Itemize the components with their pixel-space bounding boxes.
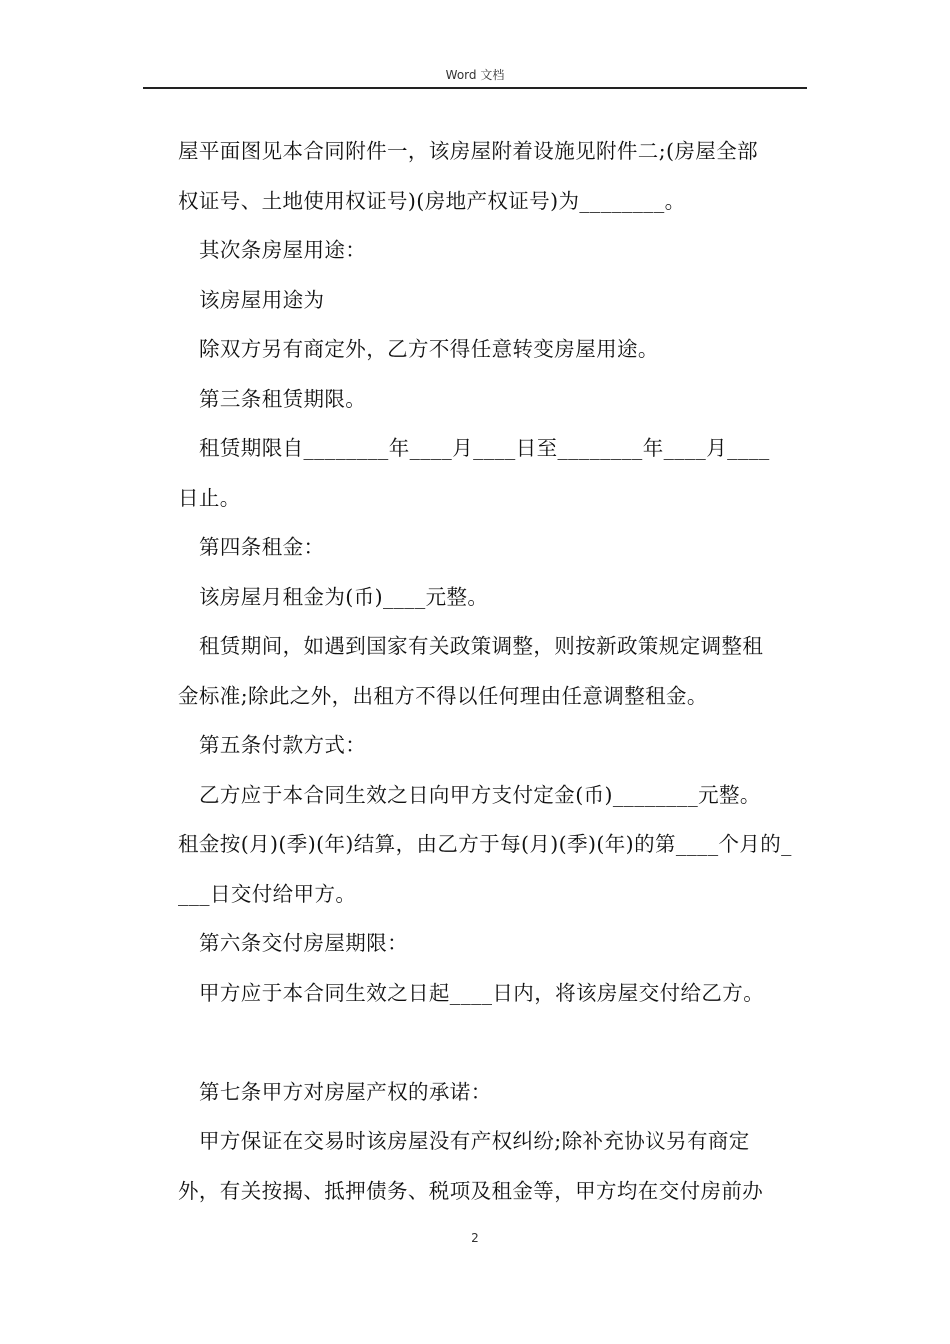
paragraph-line: 租赁期限自________年____月____日至________年____月____ <box>199 436 770 460</box>
paragraph-line: 该房屋用途为 <box>199 287 325 312</box>
article-heading: 第三条租赁期限。 <box>199 386 367 411</box>
paragraph-line: 租金按(月)(季)(年)结算，由乙方于每(月)(季)(年)的第____个月的_ <box>178 832 792 856</box>
paragraph-line: 日止。 <box>178 485 241 510</box>
paragraph-line: 屋平面图见本合同附件一，该房屋附着设施见附件二;(房屋全部 <box>178 139 759 163</box>
paragraph-line: 除双方另有商定外，乙方不得任意转变房屋用途。 <box>199 337 659 361</box>
paragraph-line: 金标准;除此之外，出租方不得以任何理由任意调整租金。 <box>178 683 708 708</box>
paragraph-line: ___日交付给甲方。 <box>178 881 357 906</box>
blank-line <box>178 1018 810 1068</box>
article-heading: 第六条交付房屋期限： <box>199 931 408 955</box>
paragraph-line: 乙方应于本合同生效之日向甲方支付定金(币)________元整。 <box>199 782 761 807</box>
page-number: 2 <box>471 1231 479 1245</box>
article-heading: 第四条租金： <box>199 535 325 559</box>
paragraph-line: 外，有关按揭、抵押债务、税项及租金等，甲方均在交付房前办 <box>178 1178 764 1203</box>
article-heading: 第七条甲方对房屋产权的承诺： <box>199 1079 492 1104</box>
paragraph-line: 甲方应于本合同生效之日起____日内，将该房屋交付给乙方。 <box>199 980 765 1005</box>
paragraph-line: 该房屋月租金为(币)____元整。 <box>199 584 489 609</box>
header-divider <box>143 87 807 89</box>
paragraph-line: 权证号、土地使用权证号)(房地产权证号)为________。 <box>178 188 686 213</box>
paragraph-line: 租赁期间，如遇到国家有关政策调整，则按新政策规定调整租 <box>199 634 764 658</box>
article-heading: 第五条付款方式： <box>199 733 367 757</box>
document-body <box>178 127 810 1216</box>
paragraph-line: 甲方保证在交易时该房屋没有产权纠纷;除补充协议另有商定 <box>199 1129 750 1153</box>
article-heading: 其次条房屋用途： <box>199 238 367 262</box>
page-header-title: Word 文档 <box>445 68 505 82</box>
